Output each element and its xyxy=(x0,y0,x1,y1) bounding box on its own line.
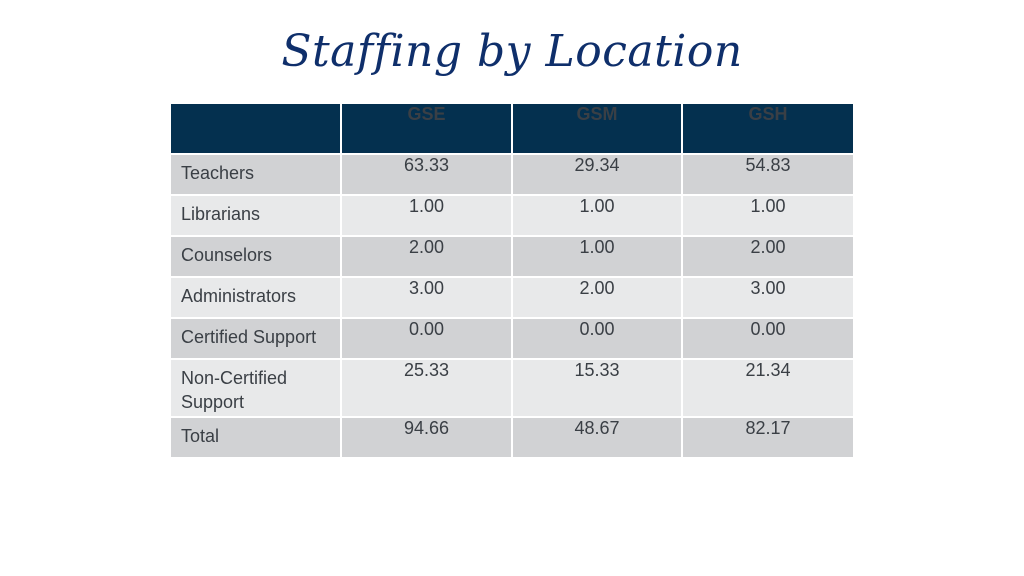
table-row-total xyxy=(171,417,853,458)
column-header-gsh: GSH xyxy=(682,104,853,154)
row-label: Non-Certified Support xyxy=(171,359,341,417)
column-header-gsm: GSM xyxy=(512,104,682,154)
table-cell: 0.00 xyxy=(682,318,853,359)
table-cell: 2.00 xyxy=(682,236,853,277)
table-cell: 54.83 xyxy=(682,154,853,195)
table-cell: 1.00 xyxy=(512,195,682,236)
table-cell: 3.00 xyxy=(682,277,853,318)
table-row xyxy=(171,318,853,359)
table-cell: 63.33 xyxy=(341,154,512,195)
row-label: Counselors xyxy=(171,236,341,277)
table-cell: 2.00 xyxy=(512,277,682,318)
table-row xyxy=(171,277,853,318)
row-label: Teachers xyxy=(171,154,341,195)
table-cell: 29.34 xyxy=(512,154,682,195)
table-cell: 15.33 xyxy=(512,359,682,417)
table-cell: 94.66 xyxy=(341,417,512,458)
row-label: Certified Support xyxy=(171,318,341,359)
table-cell: 3.00 xyxy=(341,277,512,318)
header-corner-cell xyxy=(171,104,341,154)
table-cell: 82.17 xyxy=(682,417,853,458)
table-cell: 25.33 xyxy=(341,359,512,417)
table-cell: 1.00 xyxy=(512,236,682,277)
table-header-row xyxy=(171,104,853,154)
table-cell: 1.00 xyxy=(341,195,512,236)
page-title: Staffing by Location xyxy=(281,26,743,77)
table-row xyxy=(171,154,853,195)
table-cell: 48.67 xyxy=(512,417,682,458)
staffing-table xyxy=(171,104,853,459)
table-cell: 21.34 xyxy=(682,359,853,417)
table-row xyxy=(171,195,853,236)
table-row xyxy=(171,236,853,277)
table-cell: 0.00 xyxy=(512,318,682,359)
column-header-gse: GSE xyxy=(341,104,512,154)
row-label: Total xyxy=(171,417,341,458)
table-row xyxy=(171,359,853,417)
table-cell: 0.00 xyxy=(341,318,512,359)
table-cell: 2.00 xyxy=(341,236,512,277)
row-label: Librarians xyxy=(171,195,341,236)
row-label: Administrators xyxy=(171,277,341,318)
table-cell: 1.00 xyxy=(682,195,853,236)
